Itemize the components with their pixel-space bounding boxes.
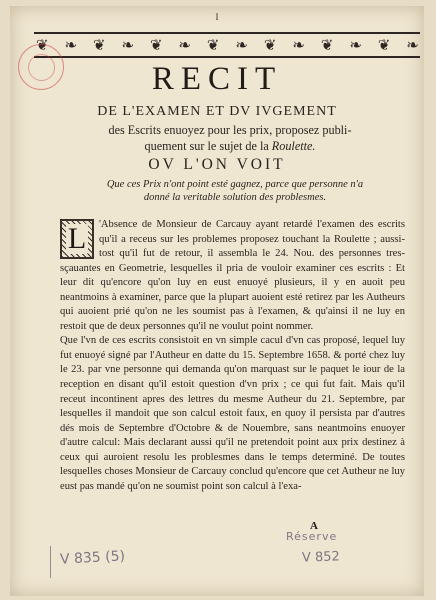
dropcap-letter: L (67, 222, 87, 255)
subtitle-roulette: Roulette. (271, 139, 316, 153)
paragraph: Que l'vn de ces escrits consistoit en vn simple cacul d'vn cas proposé, lequel luy fut enuoyé signé par l'Autheur en datte du 15. Septembre 1658. & porté chez luy le 23. par vne personne qui demanda qu'on marquast sur le paquet le iour de la reception en disant qu'il estoit question d'vn prix ; ce qui fut fait. Mais qu'il receut incontinent apres des lettres du mesme Autheur du 21. Septembre, par lesquelles il mandoit que son calcul estoit faux, en quoy il persista par d'autres dés mois de Septembre d'Octobre & de Nouembre, sans neantmoins enuoyer d'autre calcul: Mais declarant aussi qu'il ne pretendoit point aux prix destinez à ceux qui auroient resolu les problesmes dans le temps determiné. De toutes lesquelles choses Monsieur de Carcauy conclud qu'encore que cet Autheur ne luy eust pas mandé qu'on ne soumist point son calcul à l'exa- (60, 335, 405, 492)
handwritten-shelfmark-right: V 852 (301, 549, 341, 566)
fleuron-icon: ❦ (206, 35, 219, 54)
section-heading: OV L'ON VOIT (148, 156, 286, 173)
fleuron-icon: ❦ (263, 35, 276, 54)
lead-line-2: donné la veritable solution des problesmes. (143, 192, 327, 203)
body-text (60, 218, 405, 494)
dropcap (60, 219, 94, 259)
subtitle-line-1: des Escrits enuoyez pour les prix, proposez publi- (108, 123, 352, 137)
handwritten-shelfmark-left: V 835 (5) (59, 548, 126, 568)
subtitle-line-2: quement sur le sujet de la (144, 139, 272, 153)
catchword: A (310, 520, 318, 532)
fleuron-icon: ❦ (377, 35, 390, 54)
lead-line-1: Que ces Prix n'ont point esté gagnez, parce que personne n'a (106, 179, 364, 190)
fleuron-icon: ❧ (406, 35, 418, 54)
fleuron-icon: ❧ (121, 35, 134, 54)
handwritten-reserve: Réserve (286, 530, 338, 543)
page-title: RECIT (151, 61, 283, 97)
subtitle-continued (56, 122, 404, 154)
paragraph: 'Absence de Monsieur de Carcauy ayant retardé l'examen des escrits qu'il a receus sur les problemes proposez touchant la Roulette ; aussi-tost qu'il fut de retour, il assembla le 24. Nou. des personnes tres-sçauantes en Geometrie, lesquelles il pria de vouloir examiner ces escrits : Et leur dit qu'encore qu'on luy en eust enuoyé plusieurs, il y en auoit peu neantmoins à examiner, parce que la plupart auoient esté retirez par les Autheurs qui auoient prié qu'on ne les soumist pas à l'examen, & qu'ainsi il ne luy en restoit que de deux personnes qu'il ne voulut point nommer. (60, 219, 405, 332)
fleuron-icon: ❦ (320, 35, 333, 54)
fleuron-icon: ❧ (292, 35, 304, 54)
fleuron-icon: ❦ (92, 35, 105, 54)
document-page (10, 6, 424, 596)
fleuron-icon: ❦ (36, 35, 48, 54)
fleuron-icon: ❧ (235, 35, 247, 54)
fleuron-icon: ❧ (64, 35, 77, 54)
fleuron-icon: ❧ (349, 35, 361, 54)
fleuron-icon: ❧ (178, 35, 190, 54)
ornamental-band (34, 32, 420, 58)
handwritten-bracket (50, 546, 51, 578)
fleuron-icon: ❦ (149, 35, 162, 54)
italic-lead (70, 178, 400, 204)
page-mark: I (215, 12, 219, 22)
subtitle: DE L'EXAMEN ET DV IVGEMENT (97, 104, 337, 119)
